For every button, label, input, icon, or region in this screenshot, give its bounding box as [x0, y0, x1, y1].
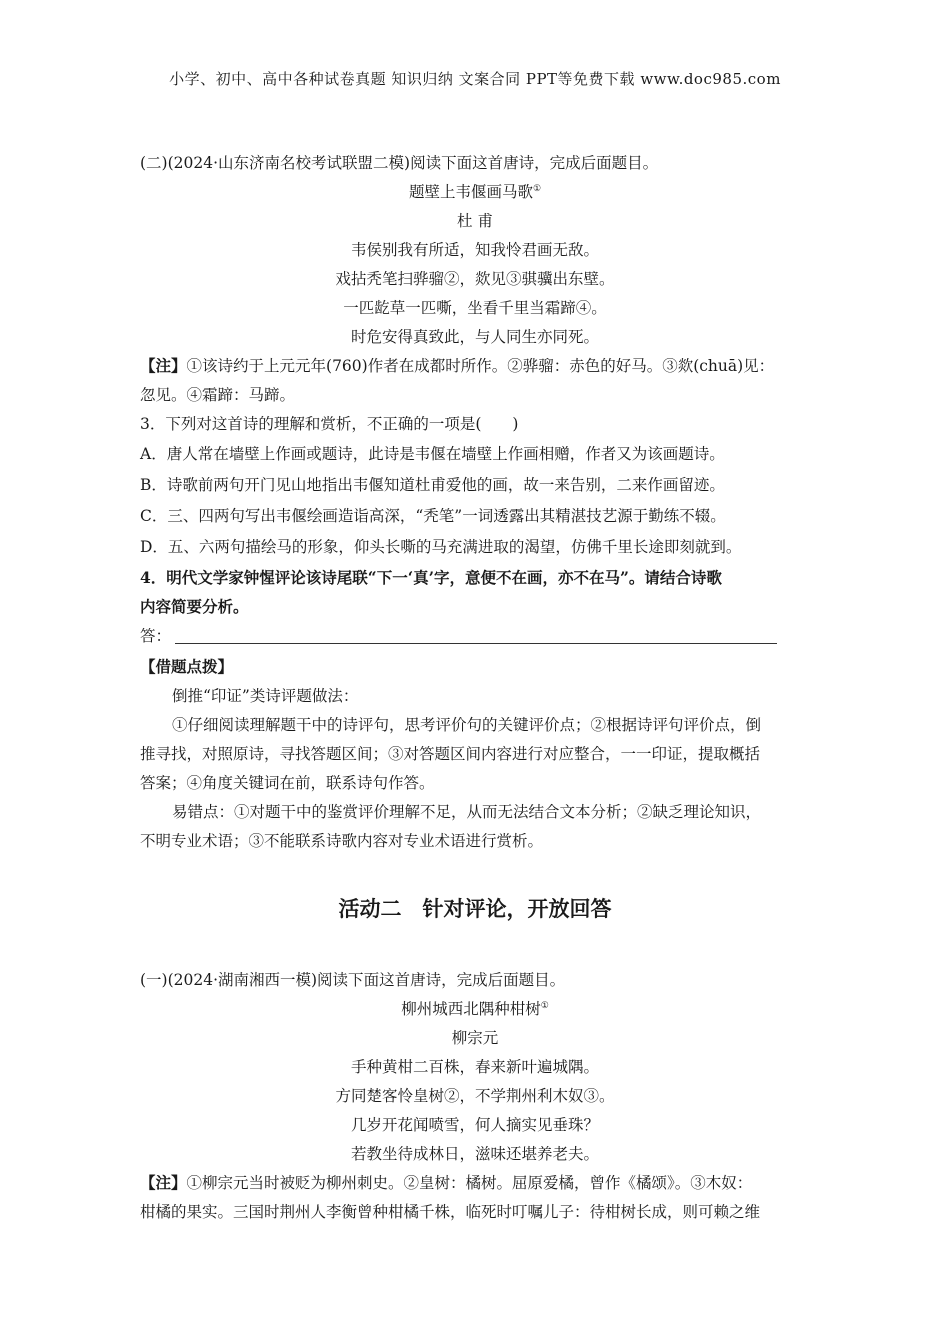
tip-p1: 倒推“印证”类诗评题做法： [172, 687, 359, 705]
option-a: A．唐人常在墙壁上作画或题诗，此诗是韦偃在墙壁上作画相赠，作者又为该画题诗。 [140, 445, 725, 463]
poem1-author: 杜 甫 [457, 212, 493, 230]
poem2-note-label: 【注】 [140, 1173, 187, 1192]
tip-p3-line-2: 不明专业术语；③不能联系诗歌内容对专业术语进行赏析。 [140, 832, 544, 850]
poem1-title [0, 182, 950, 202]
question-4-line-1: 4．明代文学家钟惺评论该诗尾联“下一‘真’字，意便不在画，亦不在马”。请结合诗歌 [140, 568, 722, 587]
poem1-note-text-1: ①该诗约于上元元年(760)作者在成都时所作。②骅骝：赤色的好马。③欻(chuā)见： [186, 357, 775, 375]
tip-p2-line-3: 答案；④角度关键词在前，联系诗句作答。 [140, 774, 435, 792]
page-header: 小学、初中、高中各种试卷真题 知识归纳 文案合同 PPT等免费下载 www.doc985.com [169, 70, 781, 88]
poem2-author: 柳宗元 [451, 1029, 499, 1047]
poem1-note [140, 356, 812, 376]
poem2-title [0, 999, 950, 1019]
option-c: C．三、四两句写出韦偃绘画造诣高深，“秃笔”一词透露出其精湛技艺源于勤练不辍。 [140, 507, 726, 525]
tip-label: 【借题点拨】 [140, 657, 234, 676]
option-b: B．诗歌前两句开门见山地指出韦偃知道杜甫爱他的画，故一来告别，二来作画留迹。 [140, 476, 725, 494]
poem1-note-text-2: 忽见。④霜蹄：马蹄。 [140, 386, 296, 404]
answer-line[interactable] [175, 643, 777, 644]
activity2-heading: 活动二 针对评论，开放回答 [338, 897, 612, 921]
tip-p3-line-1: 易错点：①对题干中的鉴赏评价理解不足，从而无法结合文本分析；②缺乏理论知识， [172, 803, 762, 821]
poem1-line-4: 时危安得真致此，与人同生亦同死。 [350, 328, 599, 346]
poem1-note-label: 【注】 [140, 356, 187, 375]
poem2-title-sup: ① [540, 1001, 549, 1011]
tip-p2-line-2: 推寻找，对照原诗，寻找答题区间；③对答题区间内容进行对应整合，一一印证，提取概括 [140, 745, 761, 763]
poem2-line-2: 方同楚客怜皇树②，不学荆州利木奴③。 [335, 1087, 615, 1105]
poem2-title-text: 柳州城西北隅种柑树 [401, 1000, 541, 1018]
question-4-line-2: 内容简要分析。 [140, 597, 249, 616]
poem2-line-1: 手种黄柑二百株，春来新叶遍城隅。 [350, 1058, 599, 1076]
tip-p2-line-1: ①仔细阅读理解题干中的诗评句，思考评价句的关键评价点；②根据诗评句评价点，倒 [172, 716, 762, 734]
option-d: D．五、六两句描绘马的形象，仰头长嘶的马充满进取的渴望，仿佛千里长途即刻就到。 [140, 538, 742, 556]
section2-intro: (二)(2024·山东济南名校考试联盟二模)阅读下面这首唐诗，完成后面题目。 [140, 154, 659, 172]
section1-intro: (一)(2024·湖南湘西一模)阅读下面这首唐诗，完成后面题目。 [140, 971, 566, 989]
poem2-note-text-1: ①柳宗元当时被贬为柳州刺史。②皇树：橘树。屈原爱橘，曾作《橘颂》。③木奴： [186, 1174, 753, 1192]
poem1-title-text: 题壁上韦偃画马歌 [408, 183, 533, 201]
poem2-note [140, 1173, 812, 1193]
poem1-title-sup: ① [532, 184, 542, 194]
poem2-line-4: 若教坐待成林日，滋味还堪养老夫。 [350, 1145, 599, 1163]
poem2-line-3: 几岁开花闻喷雪，何人摘实见垂珠？ [350, 1116, 599, 1134]
question-3: 3．下列对这首诗的理解和赏析，不正确的一项是( ) [140, 415, 519, 433]
poem1-line-1: 韦侯别我有所适，知我怜君画无敌。 [350, 241, 599, 259]
poem2-note-text-2: 柑橘的果实。三国时荆州人李衡曾种柑橘千株，临死时叮嘱儿子：待柑树长成，则可赖之维 [140, 1203, 761, 1221]
poem1-line-2: 戏拈秃笔扫骅骝②，欻见③骐骥出东壁。 [335, 270, 615, 288]
poem1-line-3: 一匹龁草一匹嘶，坐看千里当霜蹄④。 [343, 299, 607, 317]
answer-label: 答： [140, 627, 172, 645]
